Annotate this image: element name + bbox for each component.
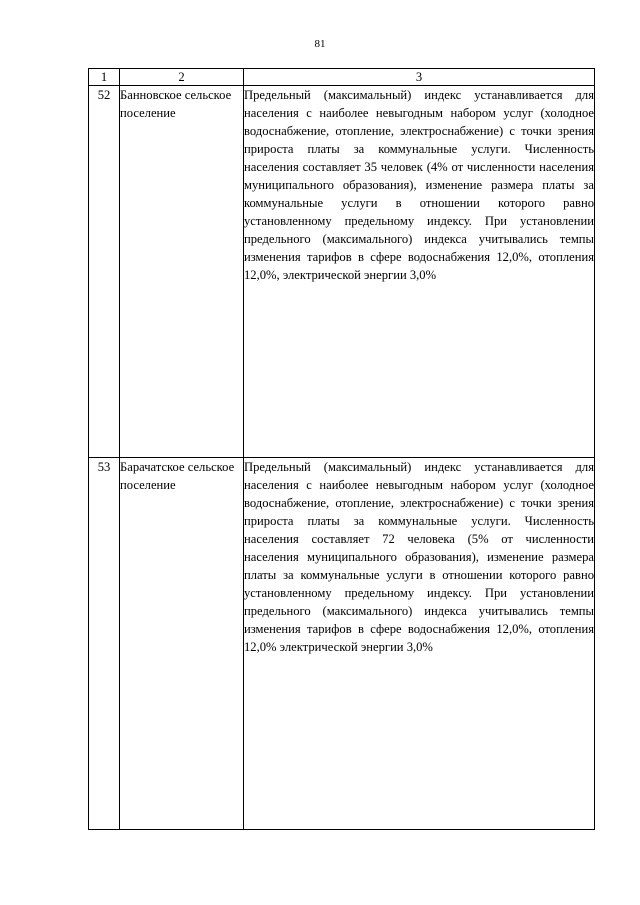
column-header: 1 [89, 69, 120, 86]
page-number: 81 [314, 38, 326, 50]
index-description: Предельный (максимальный) индекс устанавливается для населения с наиболее невыгодным набором услуг (холодное водоснабжение, отопление, электроснабжение) с точки зрения прироста платы за коммунальные услуги. Численность населения составляет 72 человека (5% от численности населения муниципального образования), изменение размера платы за коммунальные услуги в отношении которого равно установленному предельному индексу. При установлении предельного (максимального) индекса учитывались темпы изменения тарифов в сфере водоснабжения 12,0%, отопления 12,0% электрической энергии 3,0% [244, 458, 595, 830]
row-number: 53 [89, 458, 120, 830]
table-row [89, 458, 595, 830]
row-number: 52 [89, 86, 120, 458]
column-header: 3 [244, 69, 595, 86]
table-row [89, 86, 595, 458]
index-description: Предельный (максимальный) индекс устанавливается для населения с наиболее невыгодным набором услуг (холодное водоснабжение, отопление, электроснабжение) с точки зрения прироста платы за коммунальные услуги. Численность населения составляет 35 человек (4% от численности населения муниципального образования), изменение размера платы за коммунальные услуги в отношении которого равно установленному предельному индексу. При установлении предельного (максимального) индекса учитывались темпы изменения тарифов в сфере водоснабжения 12,0%, отопления 12,0%, электрической энергии 3,0% [244, 86, 595, 458]
settlement-name: Барачатское сельское поселение [120, 458, 244, 830]
table-header-row [89, 69, 595, 86]
column-header: 2 [120, 69, 244, 86]
settlement-name: Банновское сельское поселение [120, 86, 244, 458]
tariff-index-table [88, 68, 595, 830]
